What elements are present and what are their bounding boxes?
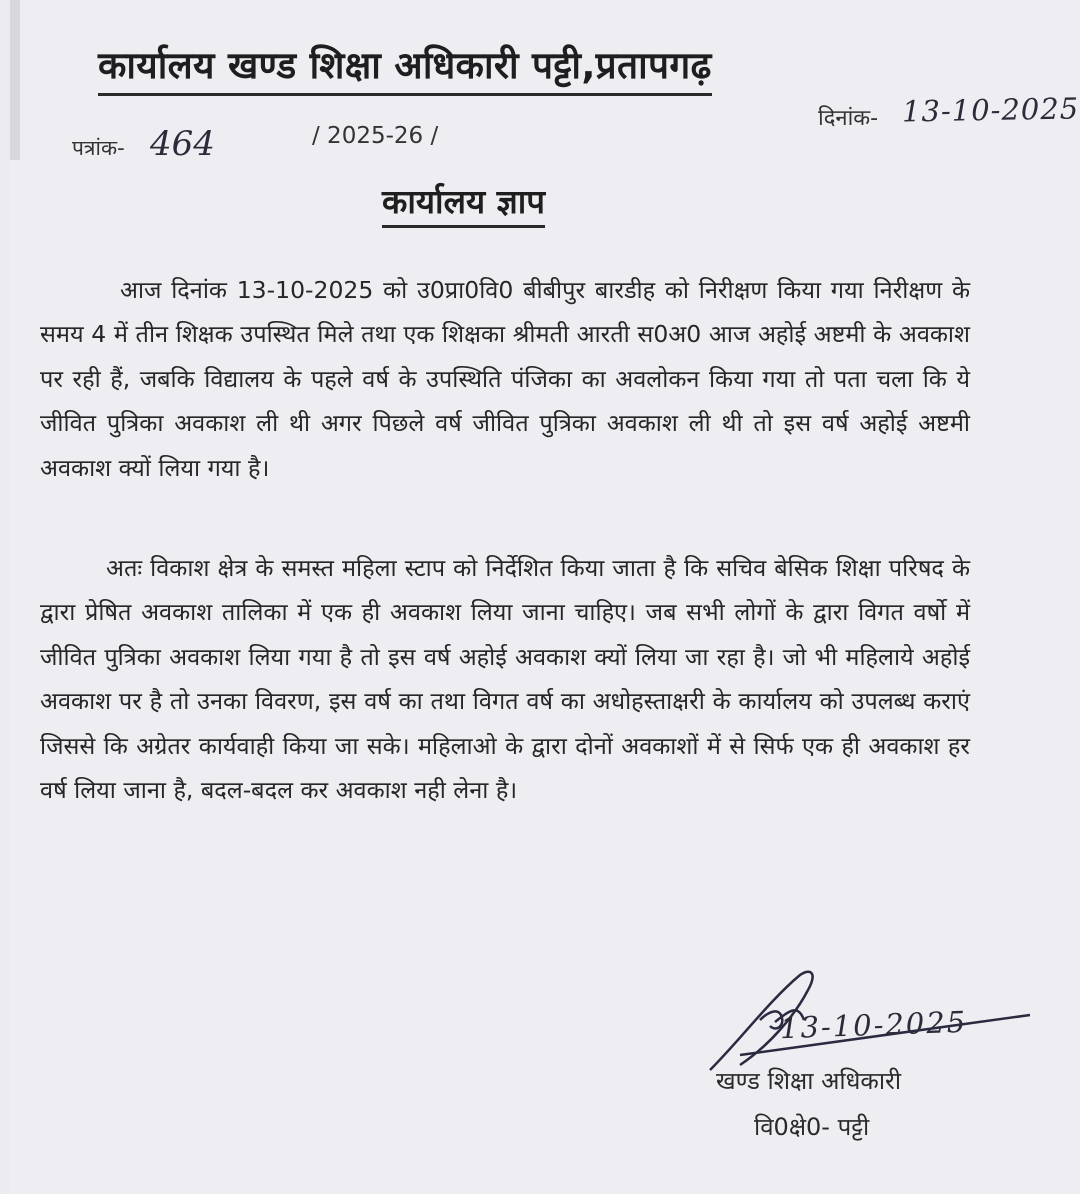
signature-date: 13-10-2025	[779, 1004, 968, 1046]
reference-label: पत्रांक-	[72, 136, 125, 160]
signatory-designation: खण्ड शिक्षा अधिकारी	[716, 1067, 902, 1095]
body-paragraph-1: आज दिनांक 13-10-2025 को उ0प्रा0वि0 बीबीपुर बारडीह को निरीक्षण किया गया निरीक्षण के समय 4 में तीन शिक्षक उपस्थित मिले तथा एक शिक्षका श्रीमती आरती स0अ0 आज अहोई अष्टमी के अवकाश पर रही हैं, जबकि विद्यालय के पहले वर्ष के उपस्थिति पंजिका का अवलोकन किया गया तो पता चला कि ये जीवित पुत्रिका अवकाश ली थी अगर पिछले वर्ष जीवित पुत्रिका अवकाश ली थी तो इस वर्ष अहोई अष्टमी अवकाश क्यों लिया गया है।	[40, 275, 970, 482]
signatory-office: वि0क्षे0- पट्टी	[754, 1113, 870, 1141]
office-header: कार्यालय खण्ड शिक्षा अधिकारी पट्टी,प्रतापगढ़	[98, 38, 712, 96]
date-value: 13-10-2025	[901, 91, 1080, 129]
memo-title: कार्यालय ज्ञाप	[382, 178, 545, 228]
reference-number: 464	[150, 124, 215, 164]
body-paragraph-2: अतः विकाश क्षेत्र के समस्त महिला स्टाप को निर्देशित किया जाता है कि सचिव बेसिक शिक्षा परिषद के द्वारा प्रेषित अवकाश तालिका में एक ही अवकाश लिया जाना चाहिए। जब सभी लोगों के द्वारा विगत वर्षो में जीवित पुत्रिका अवकाश लिया गया है तो इस वर्ष अहोई अवकाश क्यों लिया जा रहा है। जो भी महिलाये अहोई अवकाश पर है तो उनका विवरण, इस वर्ष का तथा विगत वर्ष का अधोहस्ताक्षरी के कार्यालय को उपलब्ध कराएं जिससे कि अग्रेतर कार्यवाही किया जा सके। महिलाओ के द्वारा दोनों अवकाशों में से सिर्फ एक ही अवकाश हर वर्ष लिया जाना है, बदल-बदल कर अवकाश नही लेना है।	[40, 553, 970, 805]
page-edge-shadow	[10, 0, 20, 160]
date-label: दिनांक-	[818, 106, 879, 131]
document-page	[10, 0, 1080, 1194]
reference-year: / 2025-26 /	[312, 123, 439, 149]
